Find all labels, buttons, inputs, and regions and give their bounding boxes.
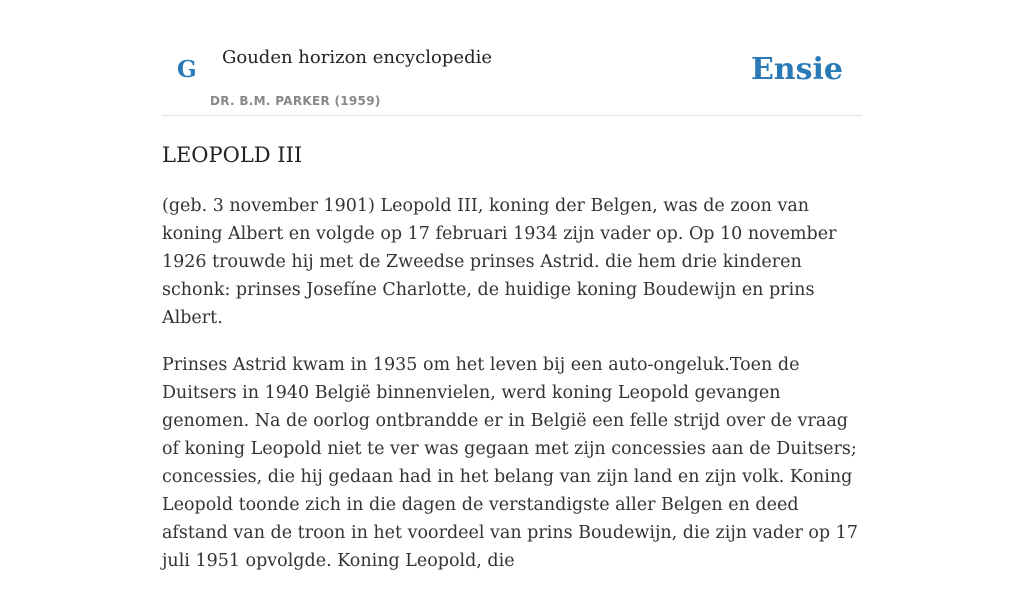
entry-paragraph: (geb. 3 november 1901) Leopold III, koning der Belgen, was de zoon van koning Albert en volgde op 17 februari 1934 zijn vader op. Op 10 november 1926 trouwde hij met de Zweedse prinses Astrid. die hem drie kinderen schonk: prinses Josefíne Charlotte, de huidige koning Boudewijn en prins Albert. <box>162 196 837 328</box>
header <box>162 0 862 116</box>
book-title-link[interactable]: Gouden horizon encyclopedie <box>222 47 492 68</box>
entry-paragraph: Prinses Astrid kwam in 1935 om het leven bij een auto-ongeluk.Toen de Duitsers in 1940 België binnenvielen, werd koning Leopold gevangen genomen. Na de oorlog ontbrandde er in België een felle strijd over de vraag of koning Leopold niet te ver was gegaan met zijn concessies aan de Duitsers; concessies, die hij gedaan had in het belang van zijn land en zijn volk. Koning Leopold toonde zich in die dagen de verstandigste aller Belgen en deed afstand van de troon in het voordeel van prins Boudewijn, die zijn vader op 17 juli 1951 opvolgde. Koning Leopold, die <box>162 355 858 571</box>
book-author: DR. B.M. PARKER (1959) <box>210 94 381 108</box>
book-logo-icon[interactable]: G <box>177 56 197 83</box>
page-container <box>162 0 862 571</box>
entry-title: LEOPOLD III <box>162 143 303 167</box>
entry-body <box>162 192 862 594</box>
ensie-logo-link[interactable]: Ensie <box>750 52 843 87</box>
